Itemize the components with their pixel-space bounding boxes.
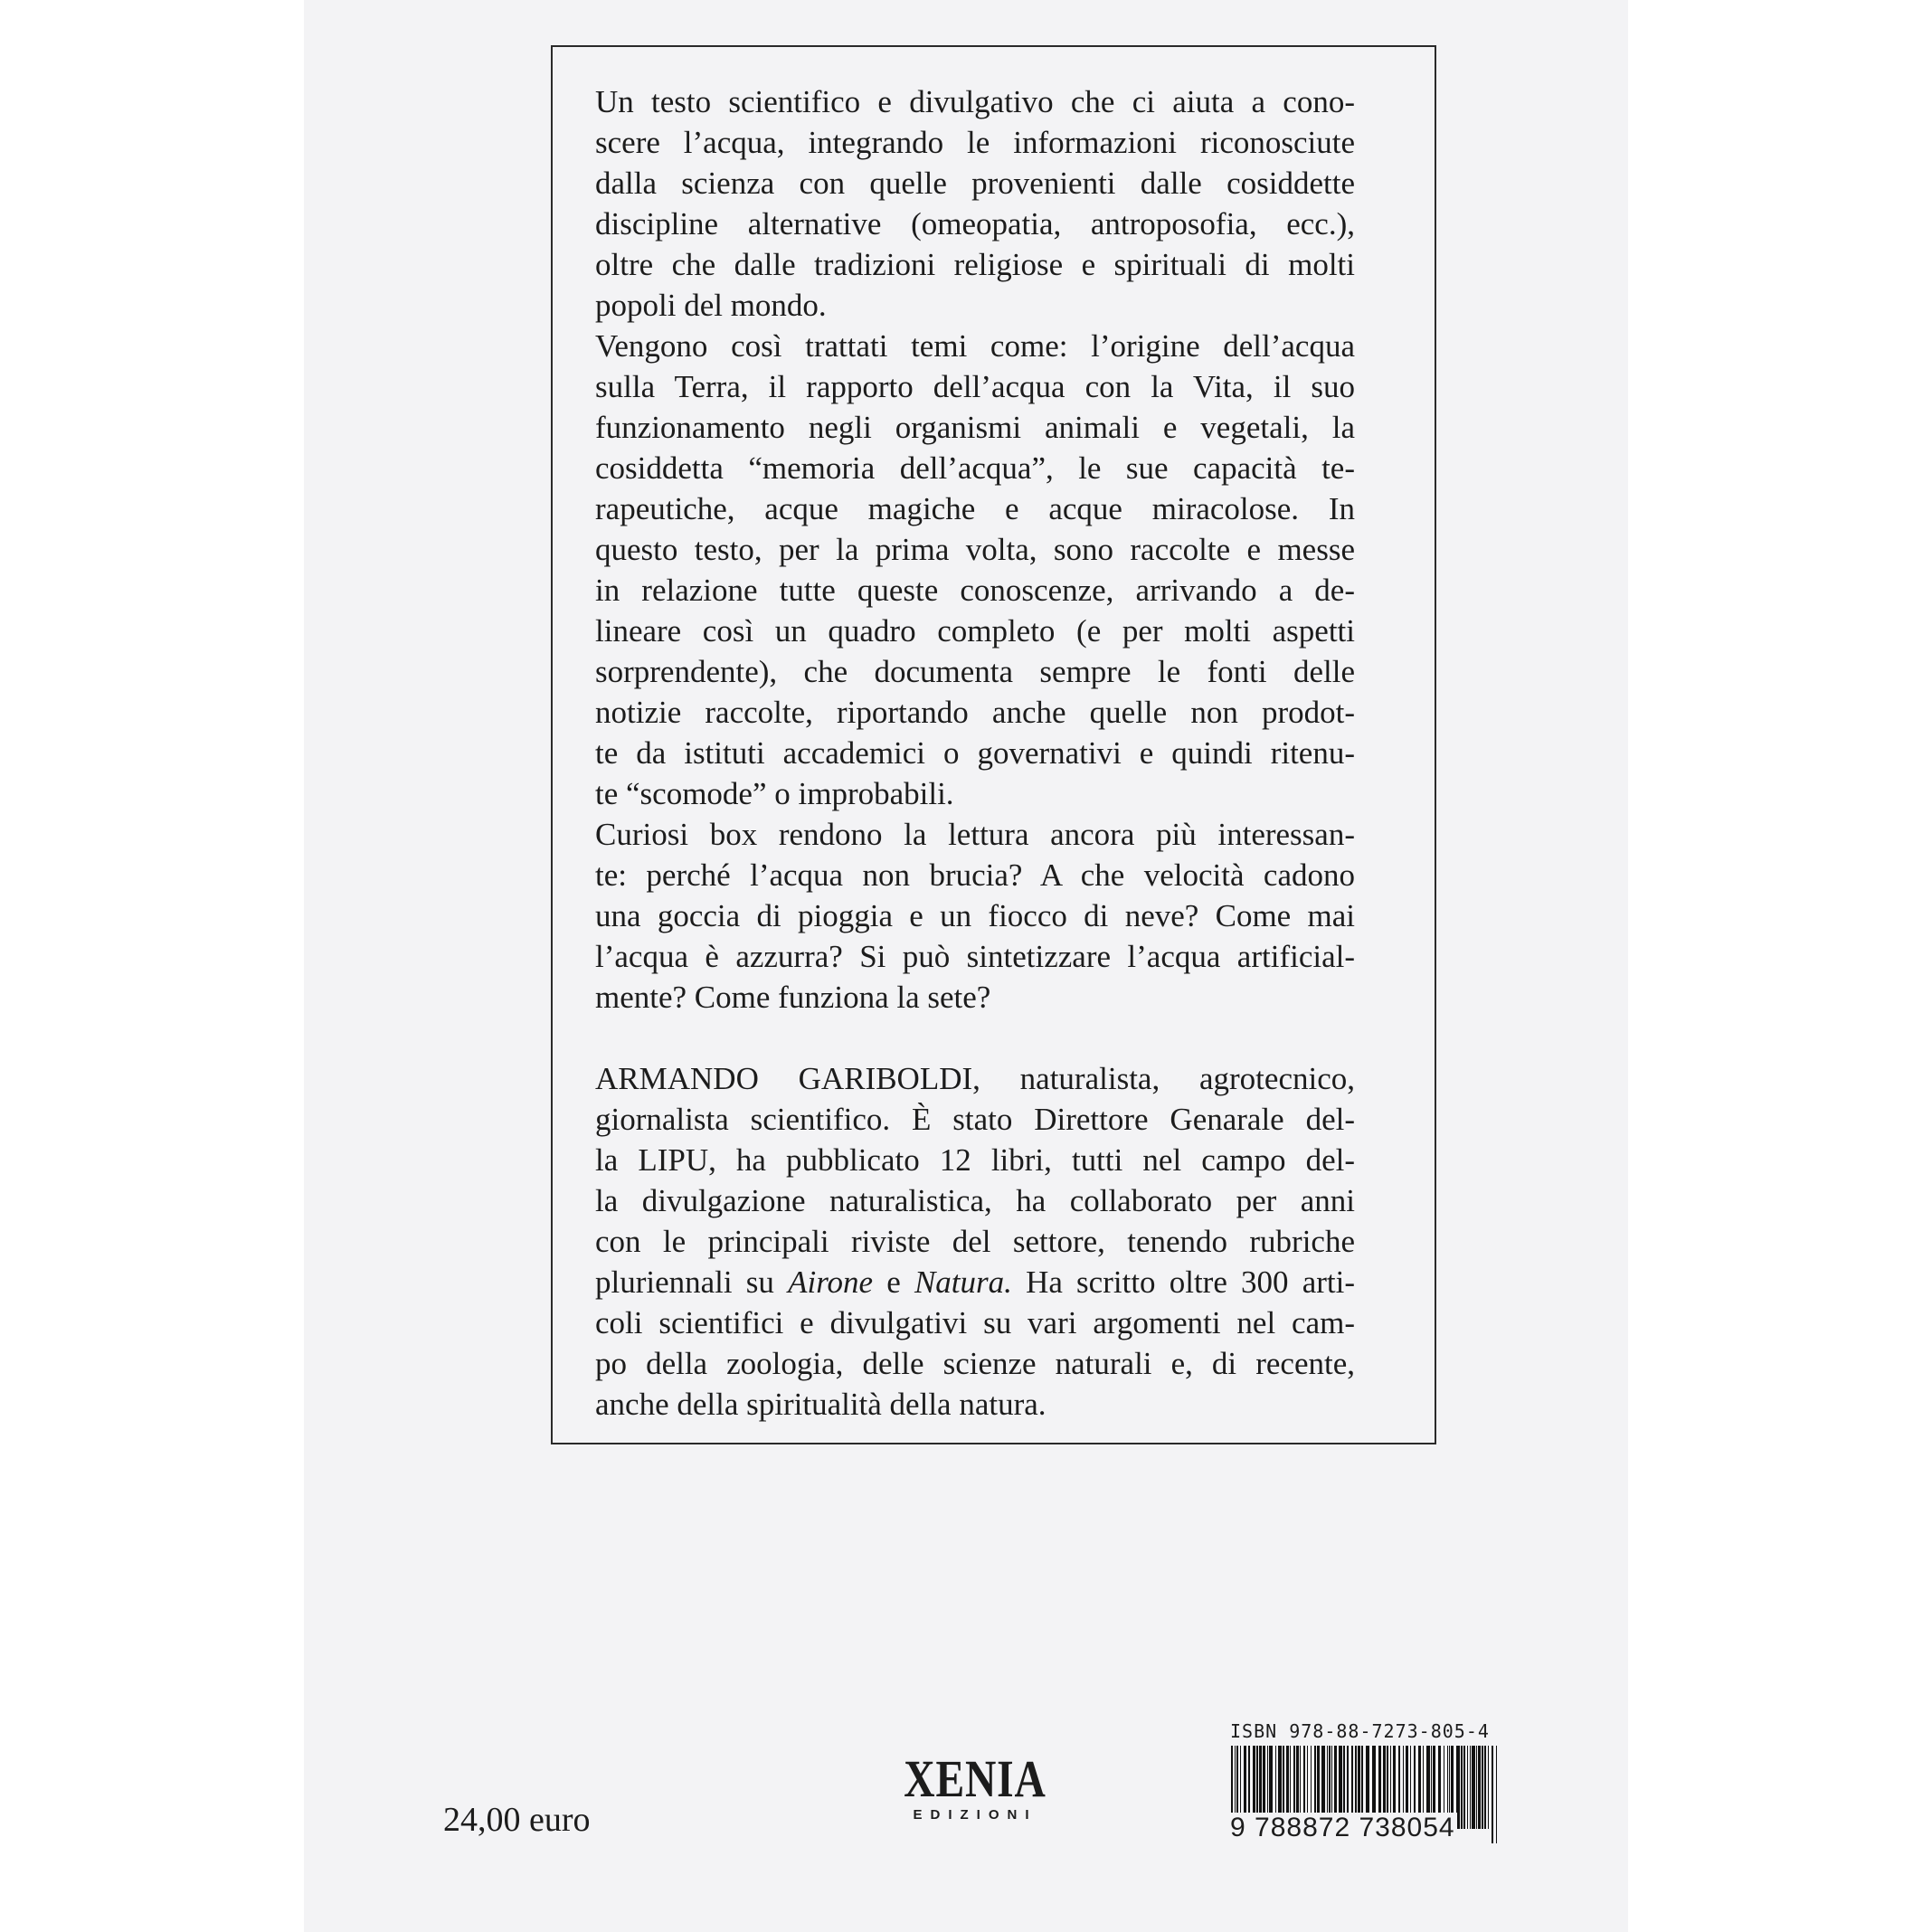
barcode-bar [1456, 1746, 1460, 1829]
description-line: popoli del mondo. [595, 288, 827, 323]
description-line: sorprendente), che documenta sempre le fonti delle [595, 654, 1355, 689]
barcode-bar [1463, 1746, 1465, 1829]
description-line: una goccia di pioggia e un fiocco di neve? Come mai [595, 898, 1355, 933]
back-cover-text [595, 81, 1355, 1425]
description-line: funzionamento negli organismi animali e vegetali, la [595, 410, 1355, 445]
publisher-name: XENIA [904, 1749, 1046, 1808]
barcode-bar [1478, 1746, 1481, 1829]
bio-line: ARMANDO GARIBOLDI, naturalista, agrotecnico, [595, 1061, 1355, 1096]
barcode-bar [1488, 1746, 1489, 1829]
book-description [595, 81, 1355, 1018]
description-line: scere l’acqua, integrando le informazioni riconosciute [595, 125, 1355, 160]
barcode-bar [1470, 1746, 1471, 1829]
description-line: te: perché l’acqua non brucia? A che velocità cadono [595, 857, 1355, 893]
barcode-bar [1472, 1746, 1475, 1829]
bio-line: la LIPU, ha pubblicato 12 libri, tutti nel campo del- [595, 1142, 1355, 1178]
barcode-digits: 9 788872 738054 [1230, 1813, 1455, 1842]
bio-line: coli scientifici e divulgativi su vari argomenti nel cam- [595, 1305, 1355, 1340]
barcode-bar [1492, 1746, 1493, 1843]
description-line: in relazione tutte queste conoscenze, arrivando a de- [595, 573, 1355, 608]
description-line: te “scomode” o improbabili. [595, 776, 954, 811]
barcode-bar [1484, 1746, 1486, 1829]
publisher-subtitle: EDIZIONI [913, 1807, 1037, 1823]
description-line: l’acqua è azzurra? Si può sintetizzare l’acqua artificial- [595, 939, 1355, 974]
barcode-bar [1467, 1746, 1468, 1829]
description-line: notizie raccolte, riportando anche quelle non prodot- [595, 695, 1355, 730]
description-line: dalla scienza con quelle provenienti dalle cosiddette [595, 166, 1355, 201]
bio-line: anche della spiritualità della natura. [595, 1387, 1046, 1422]
barcode-bar [1461, 1746, 1463, 1829]
description-line: cosiddetta “memoria dell’acqua”, le sue capacità te- [595, 450, 1355, 486]
description-line: lineare così un quadro completo (e per molti aspetti [595, 613, 1355, 649]
description-line: Curiosi box rendono la lettura ancora più interessan- [595, 817, 1355, 852]
magazine-title: Natura. [914, 1264, 1012, 1300]
barcode-bar [1482, 1746, 1483, 1829]
description-line: Vengono così trattati temi come: l’origine dell’acqua [595, 328, 1355, 364]
description-line: questo testo, per la prima volta, sono raccolte e messe [595, 532, 1355, 567]
description-line: sulla Terra, il rapporto dell’acqua con la Vita, il suo [595, 369, 1355, 404]
barcode-bar [1496, 1746, 1497, 1843]
bio-line: po della zoologia, delle scienze naturali e, di recente, [595, 1346, 1355, 1381]
magazine-title: Airone [788, 1264, 874, 1300]
description-line: discipline alternative (omeopatia, antroposofia, ecc.), [595, 206, 1355, 242]
description-line: oltre che dalle tradizioni religiose e spirituali di molti [595, 247, 1355, 282]
description-line: mente? Come funziona la sete? [595, 980, 991, 1015]
bio-line: la divulgazione naturalistica, ha collaborato per anni [595, 1183, 1355, 1218]
publisher-logo [885, 1749, 1065, 1823]
author-bio [595, 1058, 1355, 1425]
paragraph-gap [595, 1018, 1355, 1058]
bio-line: con le principali riviste del settore, tenendo rubriche [595, 1224, 1355, 1259]
isbn-label: ISBN 978-88-7273-805-4 [1230, 1720, 1490, 1742]
barcode-bar [1476, 1746, 1477, 1829]
description-line: Un testo scientifico e divulgativo che ci aiuta a cono- [595, 84, 1355, 119]
description-line: te da istituti accademici o governativi e quindi ritenu- [595, 735, 1355, 771]
bio-line: pluriennali su Airone e Natura. Ha scritto oltre 300 arti- [595, 1264, 1355, 1300]
price-label: 24,00 euro [443, 1801, 591, 1839]
bio-line: giornalista scientifico. È stato Direttore Genarale del- [595, 1102, 1355, 1137]
description-line: rapeutiche, acque magiche e acque miracolose. In [595, 491, 1355, 526]
